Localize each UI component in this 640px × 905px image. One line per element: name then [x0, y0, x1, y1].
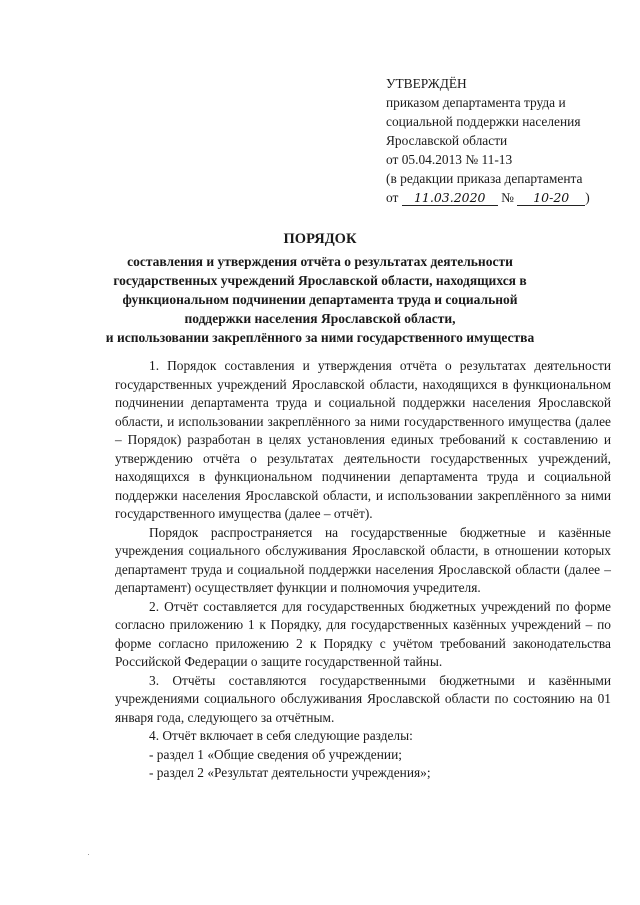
title-line: государственных учреждений Ярославской области, находящихся в: [113, 273, 527, 288]
approval-heading: УТВЕРЖДЁН: [386, 76, 467, 91]
paragraph-scope: Порядок распространяется на государственные бюджетные и казённые учреждения социального обслуживания Ярославской области, в отношении которых департамент труда и социальной поддержки населения Ярославской области (далее – департамент) осуществляет функции и полномочия учредителя.: [115, 524, 611, 595]
title-line: составления и утверждения отчёта о результатах деятельности: [127, 254, 513, 269]
approval-line: от 05.04.2013 № 11-13: [386, 152, 513, 167]
title-line: функциональном подчинении департамента труда и социальной: [122, 292, 518, 307]
list-item: - раздел 2 «Результат деятельности учреждения»;: [149, 765, 431, 780]
approval-line: приказом департамента труда и: [386, 95, 566, 110]
list-item: - раздел 1 «Общие сведения об учреждении;: [149, 746, 402, 762]
handwritten-date: 11.03.2020: [402, 190, 498, 206]
title-line: и использовании закреплённого за ними государственного имущества: [105, 330, 535, 345]
approval-stamp: [386, 74, 626, 207]
document-title: [70, 230, 570, 347]
close-paren: ): [585, 190, 590, 205]
paragraph-4: 4. Отчёт включает в себя следующие разделы:: [149, 728, 413, 743]
number-label: №: [501, 190, 514, 205]
approval-line: социальной поддержки населения: [386, 114, 581, 129]
paragraph-1: 1. Порядок составления и утверждения отчёта о результатах деятельности государственных учреждений Ярославской области, находящихся в функциональном подчинении департамента труда и социальной поддержки населения Ярославской области, и использовании закреплённого за ними государственного имущества (далее – Порядок) разработан в целях установления единых требований к составлению и утверждению отчёта о результатах деятельности государственных учреждений, находящихся в функциональном подчинении департамента труда и социальной поддержки населения Ярославской области, и использовании закреплённого за ними государственного имущества (далее – отчёт).: [115, 358, 611, 521]
title-main: ПОРЯДОК: [283, 231, 357, 247]
paragraph-2: 2. Отчёт составляется для государственных бюджетных учреждений по форме согласно приложению 1 к Порядку, для государственных казённых учреждений – по форме согласно приложению 2 к Порядку с учётом требований законодательства Российской Федерации о защите государственной тайны.: [115, 598, 611, 669]
handwritten-number: 10-20: [517, 190, 585, 206]
from-label: от: [386, 190, 399, 205]
document-body: [115, 357, 611, 783]
title-line: поддержки населения Ярославской области,: [184, 311, 456, 326]
amendment-line: [386, 188, 626, 207]
approval-line: (в редакции приказа департамента: [386, 171, 583, 186]
approval-line: Ярославской области: [386, 133, 508, 148]
scan-speck: [88, 854, 89, 855]
paragraph-3: 3. Отчёты составляются государственными бюджетными и казёнными учреждениями социального обслуживания Ярославской области по состоянию на 01 января года, следующего за отчётным.: [115, 672, 611, 725]
